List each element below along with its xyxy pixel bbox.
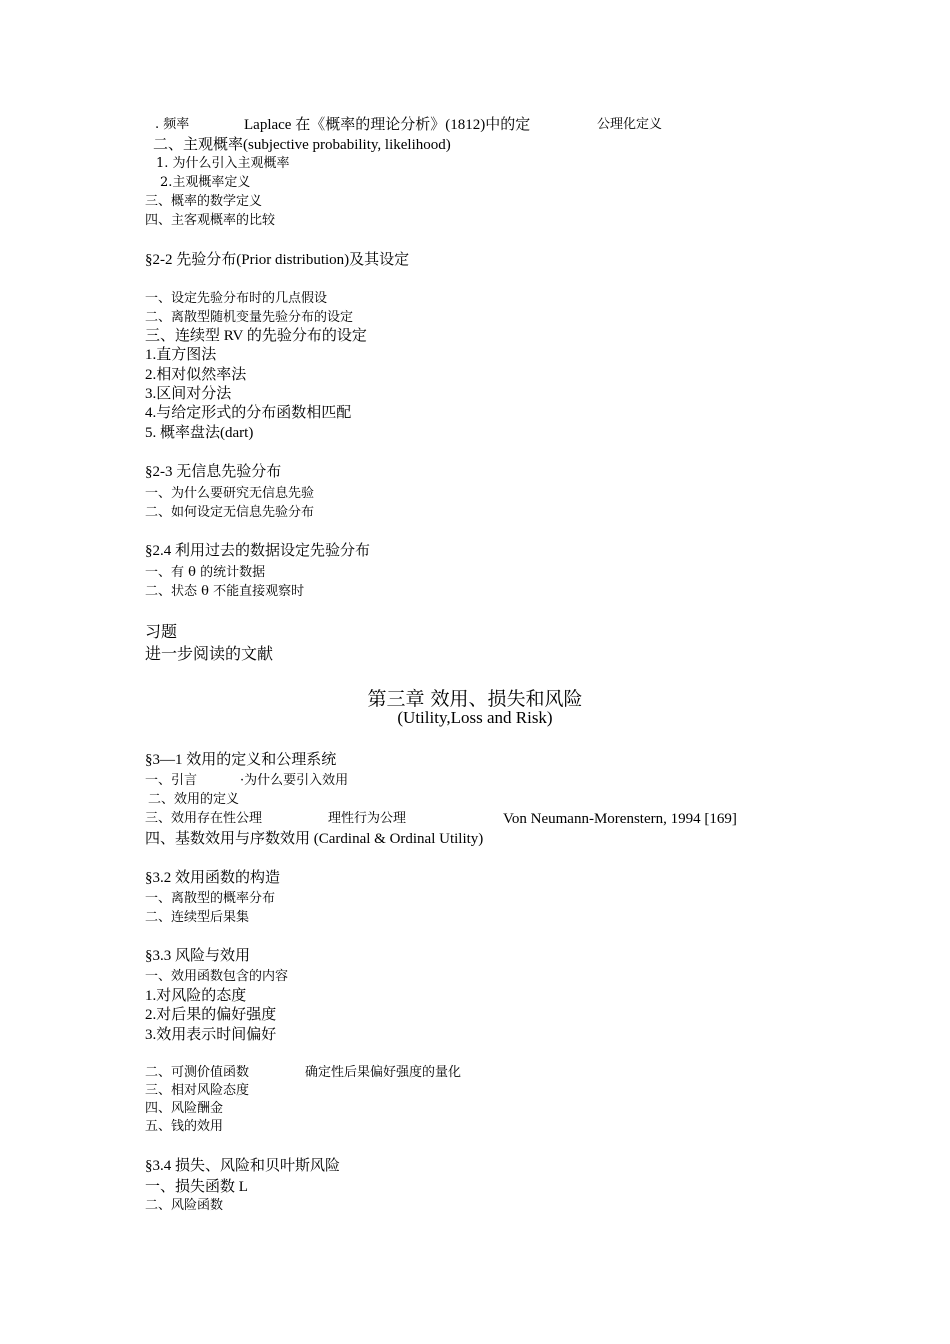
section-2-4-heading: §2.4 利用过去的数据设定先验分布 [145, 543, 371, 559]
item-relative-likelihood: 2.相对似然率法 [145, 367, 247, 383]
item-discrete-prior: 二、离散型随机变量先验分布的设定 [145, 310, 354, 325]
item-relative-risk: 三、相对风险态度 [145, 1083, 250, 1098]
section-3-3-heading: §3.3 风险与效用 [145, 948, 251, 964]
item-frequency: . 频率 [155, 117, 190, 132]
item-why-noninformative: 一、为什么要研究无信息先验 [145, 486, 315, 501]
item-subjective-definition: 2.主观概率定义 [160, 175, 251, 190]
item-interval-bisection: 3.区间对分法 [145, 386, 232, 402]
item-risk-function: 二、风险函数 [145, 1198, 224, 1213]
item-continuous-prior: 三、连续型 RV 的先验分布的设定 [145, 328, 367, 344]
section-3-2-heading: §3.2 效用函数的构造 [145, 870, 281, 886]
item-time-preference: 3.效用表示时间偏好 [145, 1027, 277, 1043]
item-how-noninformative: 二、如何设定无信息先验分布 [145, 505, 315, 520]
item-continuous-outcomes: 二、连续型后果集 [145, 910, 250, 925]
item-assumptions: 一、设定先验分布时的几点假设 [145, 291, 328, 306]
item-comparison: 四、主客观概率的比较 [145, 213, 276, 228]
item-rational-axiom: 理性行为公理 [328, 811, 407, 826]
item-utility-content: 一、效用函数包含的内容 [145, 969, 289, 984]
section-3-1-heading: §3—1 效用的定义和公理系统 [145, 752, 337, 768]
item-axiomatic-definition: 公理化定义 [597, 117, 663, 132]
item-theta-data: 一、有 θ 的统计数据 [145, 565, 266, 580]
item-loss-function: 一、损失函数 L [145, 1179, 248, 1195]
item-discrete-distribution: 一、离散型的概率分布 [145, 891, 276, 906]
item-theta-unobservable: 二、状态 θ 不能直接观察时 [145, 584, 305, 599]
item-existence-axiom: 三、效用存在性公理 [145, 811, 263, 826]
item-preference-quantification: 确定性后果偏好强度的量化 [305, 1065, 462, 1080]
section-2-2-heading: §2-2 先验分布(Prior distribution)及其设定 [145, 252, 410, 268]
item-money-utility: 五、钱的效用 [145, 1119, 224, 1134]
section-3-4-heading: §3.4 损失、风险和贝叶斯风险 [145, 1158, 341, 1174]
exercises-heading: 习题 [145, 622, 178, 641]
item-why-utility: ·为什么要引入效用 [240, 773, 349, 788]
item-utility-definition: 二、效用的定义 [148, 792, 240, 807]
item-dart: 5. 概率盘法(dart) [145, 425, 254, 441]
item-introduction: 一、引言 [145, 773, 198, 788]
item-matching-distribution: 4.与给定形式的分布函数相匹配 [145, 405, 352, 421]
item-von-neumann-citation: Von Neumann-Morenstern, 1994 [169] [503, 811, 737, 827]
chapter-subtitle: (Utility,Loss and Risk) [397, 708, 553, 727]
section-2-3-heading: §2-3 无信息先验分布 [145, 464, 282, 480]
item-risk-premium: 四、风险酬金 [145, 1101, 224, 1116]
item-laplace-definition: Laplace 在《概率的理论分析》(1812)中的定 [244, 117, 531, 133]
item-histogram: 1.直方图法 [145, 347, 217, 363]
further-reading-heading: 进一步阅读的文献 [145, 644, 274, 663]
chapter-title: 第三章 效用、损失和风险 [367, 688, 583, 710]
item-math-definition: 三、概率的数学定义 [145, 194, 263, 209]
item-risk-attitude: 1.对风险的态度 [145, 988, 247, 1004]
item-preference-strength: 2.对后果的偏好强度 [145, 1007, 277, 1023]
item-cardinal-ordinal: 四、基数效用与序数效用 (Cardinal & Ordinal Utility) [145, 831, 484, 847]
item-why-subjective: 1. 为什么引入主观概率 [156, 156, 290, 171]
item-measurable-value: 二、可测价值函数 [145, 1065, 250, 1080]
item-subjective-probability: 二、主观概率(subjective probability, likelihood) [153, 137, 451, 153]
